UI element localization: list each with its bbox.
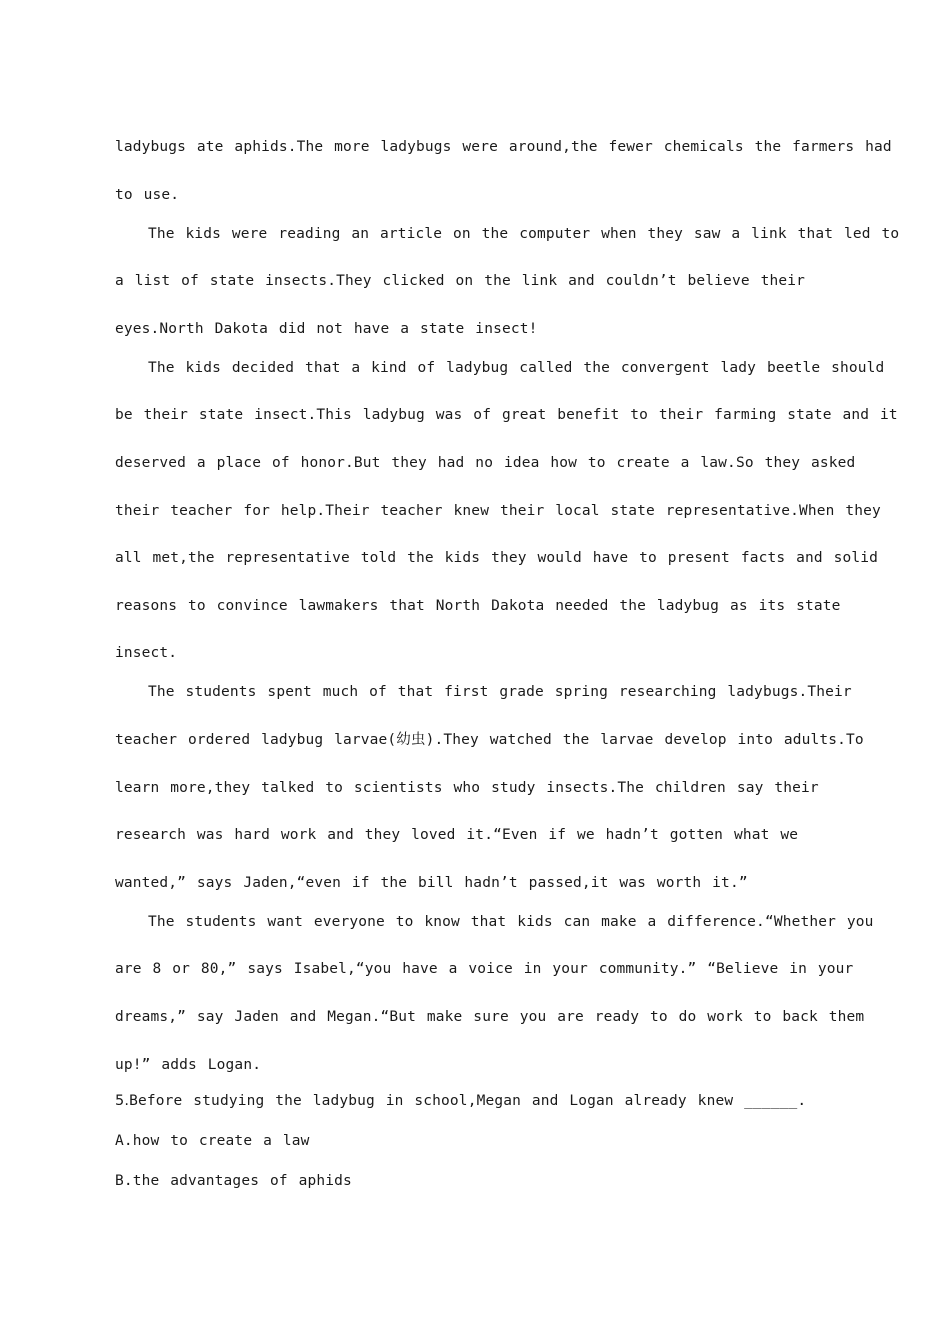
text-line: reasons to convince lawmakers that North Dakota needed the ladybug as its state bbox=[115, 597, 841, 614]
paragraph-3 bbox=[115, 345, 898, 670]
option-b: B.the advantages of aphids bbox=[115, 1172, 352, 1189]
text-line: The kids decided that a kind of ladybug called the convergent lady beetle should bbox=[148, 359, 885, 376]
text-line: are 8 or 80,” says Isabel,“you have a voice in your community.” “Believe in your bbox=[115, 961, 854, 978]
text-line: The students spent much of that first grade spring researching ladybugs.Their bbox=[148, 684, 852, 701]
paragraph-2 bbox=[115, 211, 900, 345]
paragraph-4 bbox=[115, 669, 864, 898]
text-line: insect. bbox=[115, 645, 178, 662]
text-line: dreams,” say Jaden and Megan.“But make sure you are ready to do work to back them bbox=[115, 1008, 865, 1025]
text-line: be their state insect.This ladybug was of great benefit to their farming state and it bbox=[115, 407, 898, 424]
paragraph-1 bbox=[115, 124, 892, 211]
text-line: a list of state insects.They clicked on the link and couldn’t believe their bbox=[115, 273, 805, 290]
question-text: Before studying the ladybug in school,Megan and Logan already knew ______. bbox=[129, 1092, 807, 1109]
question-number: 5. bbox=[115, 1092, 130, 1109]
text-line: up!” adds Logan. bbox=[115, 1056, 262, 1073]
text-line: ladybugs ate aphids.The more ladybugs were around,the fewer chemicals the farmers had bbox=[115, 139, 892, 155]
text-line: deserved a place of honor.But they had no idea how to create a law.So they asked bbox=[115, 454, 856, 471]
text-line: teacher ordered ladybug larvae(幼虫).They watched the larvae develop into adults.To bbox=[115, 731, 864, 748]
text-line: to use. bbox=[115, 186, 180, 203]
text-line: learn more,they talked to scientists who study insects.The children say their bbox=[115, 779, 819, 796]
text-line: The kids were reading an article on the computer when they saw a link that led to bbox=[148, 225, 900, 242]
text-line: research was hard work and they loved it.“Even if we hadn’t gotten what we bbox=[115, 827, 799, 844]
text-line: all met,the representative told the kids they would have to present facts and solid bbox=[115, 550, 879, 567]
text-line: The students want everyone to know that kids can make a difference.“Whether you bbox=[148, 913, 874, 930]
document-page bbox=[115, 124, 900, 1201]
text-line: their teacher for help.Their teacher knew their local state representative.When they bbox=[115, 502, 881, 519]
paragraph-5 bbox=[115, 899, 874, 1081]
option-a: A.how to create a law bbox=[115, 1132, 310, 1149]
text-line: wanted,” says Jaden,“even if the bill hadn’t passed,it was worth it.” bbox=[115, 874, 748, 891]
text-line: eyes.North Dakota did not have a state insect! bbox=[115, 320, 538, 337]
question-5 bbox=[115, 1081, 835, 1121]
